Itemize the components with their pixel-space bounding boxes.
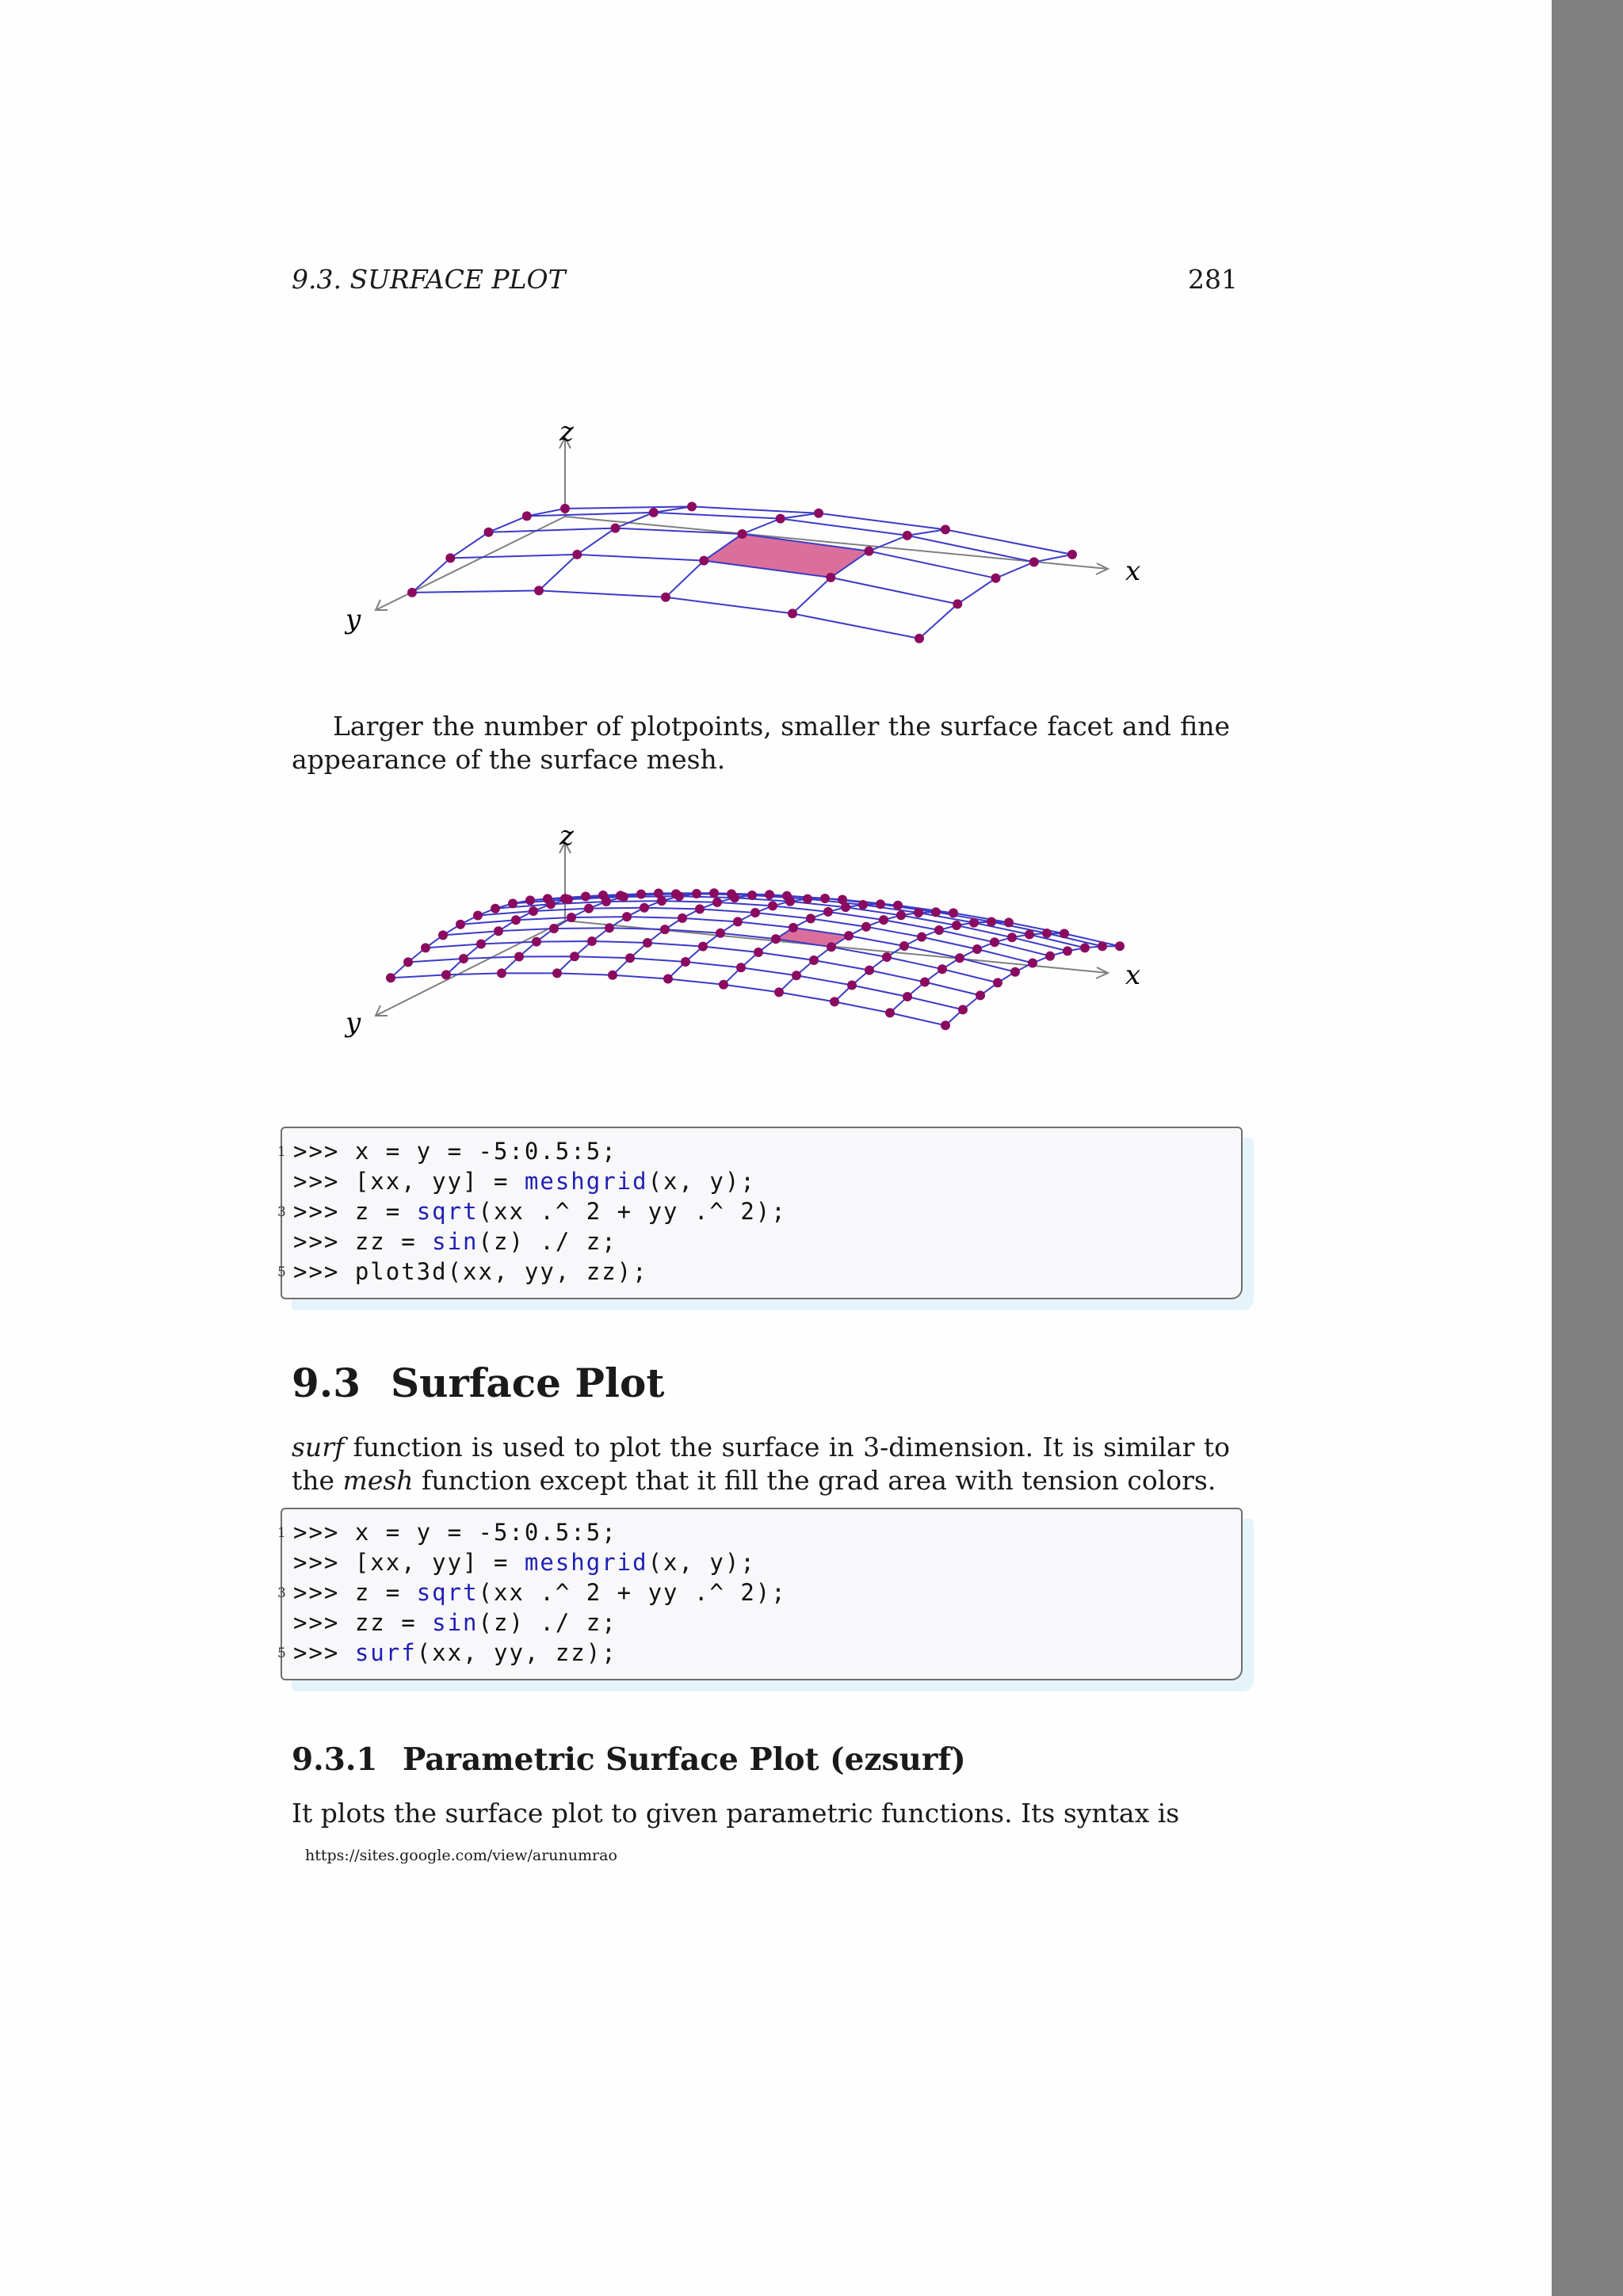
- mesh-point: [681, 957, 690, 967]
- paragraph-surf-text1: function is used to plot the surface in 3-dimension. It is similar to the: [292, 1432, 1230, 1496]
- section-heading: [292, 1360, 664, 1406]
- mesh-point: [570, 952, 579, 961]
- mesh-point: [885, 1008, 895, 1017]
- mesh-point: [987, 917, 996, 927]
- code-keyword: sqrt: [416, 1198, 479, 1225]
- mesh-point: [931, 907, 941, 917]
- mesh-point: [844, 931, 854, 940]
- mesh-point: [861, 922, 871, 932]
- mesh-point: [657, 896, 666, 906]
- mesh-point: [663, 974, 673, 984]
- mesh-point: [938, 964, 947, 974]
- mesh-point: [712, 898, 722, 907]
- mesh-point: [608, 971, 617, 980]
- mesh-point: [847, 981, 857, 990]
- code-line: [277, 1198, 787, 1225]
- mesh-point: [1060, 929, 1069, 938]
- line-number: 1: [277, 1525, 286, 1541]
- mesh-point: [622, 912, 632, 921]
- mesh-point: [674, 891, 684, 901]
- mesh-point: [768, 901, 777, 910]
- mesh-figure-fine: [0, 0, 1552, 1109]
- code-line: [293, 1228, 617, 1255]
- mesh-point: [421, 943, 430, 952]
- line-number: 3: [277, 1585, 286, 1601]
- mesh-point: [625, 953, 635, 963]
- mesh-point: [934, 925, 944, 935]
- paragraph-surf: [292, 1431, 1230, 1497]
- mesh-point: [584, 904, 594, 913]
- code-keyword: sin: [432, 1228, 479, 1255]
- mesh-point: [774, 987, 784, 997]
- mesh-point: [640, 903, 649, 913]
- mesh-point: [789, 923, 798, 933]
- mesh-point: [491, 904, 500, 913]
- mesh-point: [803, 894, 812, 904]
- mesh-point: [497, 968, 506, 978]
- code-text: (xx .^ 2 + yy .^ 2);: [478, 1579, 787, 1606]
- mesh-point: [941, 1020, 950, 1030]
- mesh-point: [733, 917, 743, 926]
- subsection-title: Parametric Surface Plot (ezsurf): [403, 1741, 966, 1778]
- mesh-point: [952, 921, 961, 930]
- mesh-point: [636, 890, 646, 899]
- figure2-z-label: z: [559, 820, 574, 852]
- mesh-line: [945, 946, 1120, 1025]
- mesh-point: [1025, 930, 1034, 940]
- mesh-point: [709, 888, 719, 898]
- mesh-point: [920, 978, 930, 987]
- mesh-point: [736, 963, 746, 972]
- mesh-point: [976, 990, 985, 1000]
- mesh-point: [514, 952, 524, 962]
- mesh-point: [809, 955, 819, 965]
- mesh-point: [619, 892, 628, 902]
- code-text: (z) ./ z;: [478, 1609, 617, 1636]
- term-surf: surf: [292, 1432, 345, 1463]
- mesh-point: [865, 966, 874, 975]
- mesh-point: [511, 915, 521, 925]
- line-number: 1: [277, 1144, 286, 1160]
- mesh-point: [508, 898, 517, 908]
- mesh-point: [438, 930, 448, 940]
- code-text: (x, y);: [647, 1168, 756, 1195]
- mesh-point: [473, 911, 483, 921]
- mesh-point: [899, 941, 909, 951]
- mesh-point: [903, 992, 912, 1001]
- code-text: (z) ./ z;: [478, 1228, 617, 1255]
- code-text: >>> zz =: [293, 1609, 433, 1636]
- line-number: 5: [277, 1264, 286, 1280]
- code-line: [277, 1519, 617, 1546]
- code-text: >>> plot3d(xx, yy, zz);: [293, 1258, 648, 1285]
- page-number: 281: [1188, 264, 1238, 295]
- mesh-point: [719, 980, 728, 990]
- mesh-point: [955, 953, 964, 963]
- code-text: (x, y);: [647, 1549, 756, 1576]
- line-number: 5: [277, 1646, 286, 1661]
- section-number: 9.3: [292, 1360, 361, 1406]
- code-line: [277, 1579, 787, 1606]
- code-text: >>> z =: [293, 1579, 417, 1606]
- mesh-point: [552, 968, 562, 978]
- code-text: >>> x = y = -5:0.5:5;: [293, 1519, 617, 1546]
- mesh-point: [698, 942, 708, 952]
- mesh-point: [993, 978, 1002, 987]
- mesh-point: [792, 971, 801, 980]
- mesh-point: [893, 901, 903, 910]
- mesh-point: [716, 929, 725, 938]
- code-text: (xx .^ 2 + yy .^ 2);: [478, 1198, 787, 1225]
- mesh-point: [765, 890, 774, 899]
- code-listing-mesh: [277, 1127, 1243, 1299]
- code-text: >>> [xx, yy] =: [293, 1549, 525, 1576]
- mesh-point: [456, 920, 465, 929]
- figure1-x-label: x: [1125, 555, 1141, 587]
- code-text: >>> [xx, yy] =: [293, 1168, 525, 1195]
- paragraph-plotpoints: Larger the number of plotpoints, smaller the surface facet and fine appearance of the surface mesh.: [292, 711, 1230, 775]
- code-listing-surf: [277, 1508, 1243, 1680]
- mesh-point: [972, 944, 982, 954]
- code-keyword: surf: [354, 1639, 417, 1666]
- mesh-point: [747, 891, 757, 900]
- mesh-point: [695, 904, 705, 913]
- mesh-point: [990, 937, 999, 947]
- mesh-point: [896, 910, 906, 920]
- mesh-point: [459, 954, 468, 963]
- mesh-point: [958, 1005, 968, 1014]
- mesh-point: [823, 907, 833, 917]
- code-keyword: meshgrid: [524, 1168, 648, 1195]
- code-line: [293, 1168, 756, 1195]
- mesh-point: [785, 897, 795, 906]
- mesh-point: [1007, 933, 1017, 942]
- mesh-point: [532, 937, 541, 947]
- mesh-point: [494, 926, 503, 936]
- mesh-point: [1010, 967, 1020, 977]
- code-line: [277, 1258, 648, 1285]
- mesh-point: [969, 918, 979, 928]
- mesh-point: [771, 934, 781, 944]
- figure2-mesh: [386, 888, 1125, 1030]
- mesh-point: [601, 897, 611, 906]
- mesh-point: [730, 893, 739, 902]
- mesh-point: [605, 923, 614, 933]
- y-axis-line: [376, 921, 565, 1016]
- mesh-point: [1115, 941, 1125, 951]
- code-text: >>> z =: [293, 1198, 417, 1225]
- mesh-point: [386, 973, 395, 982]
- mesh-point: [643, 938, 652, 948]
- mesh-point: [949, 908, 958, 917]
- mesh-point: [820, 894, 830, 903]
- code-keyword: sin: [432, 1609, 479, 1636]
- section-title: Surface Plot: [391, 1360, 665, 1406]
- mesh-point: [1028, 959, 1037, 968]
- mesh-point: [830, 997, 839, 1006]
- mesh-point: [1098, 941, 1107, 951]
- code-text: >>> zz =: [293, 1228, 433, 1255]
- mesh-point: [529, 906, 538, 916]
- subsection-number: 9.3.1: [292, 1741, 378, 1778]
- mesh-point: [403, 957, 413, 967]
- code-keyword: meshgrid: [524, 1549, 648, 1576]
- figure1-z-label: z: [559, 416, 574, 448]
- viewer-sidebar: [1552, 0, 1623, 2296]
- mesh-point: [581, 892, 590, 902]
- figure2-x-label: x: [1125, 959, 1141, 991]
- mesh-point: [546, 899, 556, 909]
- mesh-point: [549, 924, 559, 933]
- mesh-point: [882, 952, 892, 962]
- mesh-point: [827, 942, 836, 952]
- mesh-point: [876, 899, 885, 909]
- code-text: >>>: [293, 1639, 355, 1666]
- mesh-point: [1080, 943, 1090, 952]
- subsection-heading: [292, 1741, 966, 1778]
- mesh-point: [441, 970, 451, 979]
- mesh-point: [806, 913, 815, 923]
- mesh-point: [879, 915, 888, 925]
- mesh-point: [1045, 952, 1055, 961]
- paragraph-ezsurf: It plots the surface plot to given parametric functions. Its syntax is: [292, 1798, 1180, 1829]
- running-header: 9.3. SURFACE PLOT: [292, 264, 566, 295]
- term-mesh: mesh: [342, 1465, 414, 1496]
- mesh-point: [525, 895, 535, 905]
- code-keyword: sqrt: [416, 1579, 479, 1606]
- code-line: [293, 1549, 756, 1576]
- mesh-point: [841, 902, 850, 912]
- line-number: 3: [277, 1204, 286, 1220]
- mesh-point: [754, 948, 763, 957]
- mesh-point: [660, 925, 670, 934]
- code-text: >>> x = y = -5:0.5:5;: [293, 1138, 617, 1165]
- mesh-point: [750, 908, 760, 917]
- mesh-point: [587, 936, 597, 946]
- mesh-point: [914, 908, 923, 917]
- figure2-y-label: y: [346, 1007, 361, 1039]
- mesh-point: [567, 913, 576, 922]
- mesh-point: [1042, 929, 1052, 938]
- figure2-axes: [376, 842, 1108, 1016]
- code-line: [277, 1138, 617, 1165]
- mesh-point: [476, 940, 486, 949]
- code-text: (xx, yy, zz);: [416, 1639, 617, 1666]
- mesh-point: [692, 889, 701, 898]
- mesh-point: [1004, 917, 1014, 927]
- footer-url: https://sites.google.com/view/arunumrao: [305, 1847, 617, 1864]
- mesh-point: [1063, 946, 1072, 955]
- figure1-y-label: y: [346, 604, 361, 635]
- mesh-point: [678, 913, 687, 923]
- paragraph-surf-text2: function except that it fill the grad area with tension colors.: [413, 1465, 1216, 1496]
- mesh-point: [563, 894, 573, 904]
- code-line: [293, 1609, 617, 1636]
- mesh-point: [917, 933, 926, 942]
- code-line: [277, 1639, 617, 1666]
- mesh-point: [858, 900, 868, 910]
